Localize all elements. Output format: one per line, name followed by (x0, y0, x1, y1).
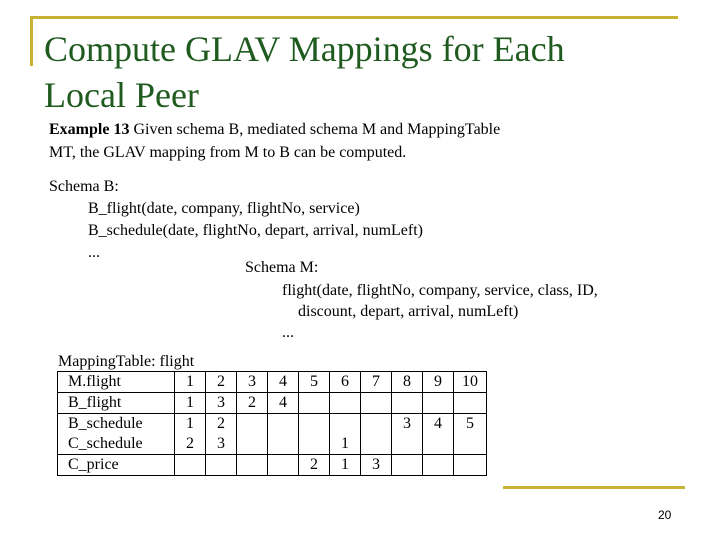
table-cell: 5 (454, 414, 487, 435)
table-cell: 4 (268, 393, 299, 414)
table-cell: 1 (175, 393, 206, 414)
mapping-table (57, 371, 487, 476)
bottom-accent-line (503, 486, 685, 489)
table-cell: 6 (330, 372, 361, 393)
table-cell (423, 455, 454, 476)
table-row-name: C_price (58, 455, 175, 476)
table-row (58, 414, 487, 435)
table-row-name: M.flight (58, 372, 175, 393)
table-cell (392, 434, 423, 455)
table-cell: 5 (299, 372, 330, 393)
table-cell: 3 (206, 434, 237, 455)
slide-title (44, 26, 664, 118)
table-cell: 10 (454, 372, 487, 393)
table-cell (268, 414, 299, 435)
schema-m-heading: Schema M: (245, 259, 319, 276)
table-cell (423, 393, 454, 414)
table-cell: 2 (237, 393, 268, 414)
table-cell (330, 393, 361, 414)
table-cell: 2 (206, 414, 237, 435)
schema-b-line: B_flight(date, company, flightNo, service) (88, 200, 360, 217)
page-number: 20 (658, 508, 672, 522)
table-row-name: C_schedule (58, 434, 175, 455)
table-row (58, 393, 487, 414)
schema-b-line: B_schedule(date, flightNo, depart, arrival, numLeft) (88, 222, 423, 239)
table-cell: 1 (330, 434, 361, 455)
table-cell: 2 (206, 372, 237, 393)
left-accent-line (30, 16, 33, 66)
table-cell (299, 393, 330, 414)
example-line-2: MT, the GLAV mapping from M to B can be computed. (49, 144, 407, 161)
table-cell: 2 (175, 434, 206, 455)
table-cell (175, 455, 206, 476)
table-cell: 7 (361, 372, 392, 393)
table-cell (237, 414, 268, 435)
schema-b-line: ... (88, 244, 100, 261)
mapping-table-title: MappingTable: flight (58, 353, 195, 370)
table-row (58, 434, 487, 455)
top-accent-line (30, 16, 678, 19)
table-cell (392, 455, 423, 476)
schema-m-line: discount, depart, arrival, numLeft) (298, 303, 519, 320)
table-cell: 3 (392, 414, 423, 435)
table-row (58, 455, 487, 476)
schema-m-line: flight(date, flightNo, company, service, class, ID, (282, 282, 598, 299)
example-label: Example 13 (49, 121, 130, 138)
table-row-name: B_schedule (58, 414, 175, 435)
table-cell (361, 434, 392, 455)
table-cell: 1 (330, 455, 361, 476)
example-line-1 (49, 120, 500, 140)
table-cell: 1 (175, 414, 206, 435)
table-cell (330, 414, 361, 435)
table-cell (454, 434, 487, 455)
table-cell: 8 (392, 372, 423, 393)
table-cell: 1 (175, 372, 206, 393)
table-cell: 3 (206, 393, 237, 414)
table-cell (423, 434, 454, 455)
table-cell (392, 393, 423, 414)
table-cell: 9 (423, 372, 454, 393)
table-cell (299, 434, 330, 455)
table-cell (454, 393, 487, 414)
table-cell: 3 (361, 455, 392, 476)
slide-title-line-2: Local Peer (44, 75, 199, 115)
table-cell (237, 455, 268, 476)
table-cell (206, 455, 237, 476)
table-cell (454, 455, 487, 476)
table-cell (299, 414, 330, 435)
slide-title-line-1: Compute GLAV Mappings for Each (44, 29, 565, 69)
example-text-1: Given schema B, mediated schema M and MappingTable (133, 121, 501, 138)
table-row (58, 372, 487, 393)
schema-m-line: ... (282, 324, 294, 341)
table-cell (361, 414, 392, 435)
table-row-name: B_flight (58, 393, 175, 414)
table-cell: 4 (268, 372, 299, 393)
table-cell: 3 (237, 372, 268, 393)
table-cell (268, 455, 299, 476)
table-cell (268, 434, 299, 455)
schema-b-heading: Schema B: (49, 178, 119, 195)
table-cell (237, 434, 268, 455)
table-cell (361, 393, 392, 414)
table-cell: 2 (299, 455, 330, 476)
table-cell: 4 (423, 414, 454, 435)
